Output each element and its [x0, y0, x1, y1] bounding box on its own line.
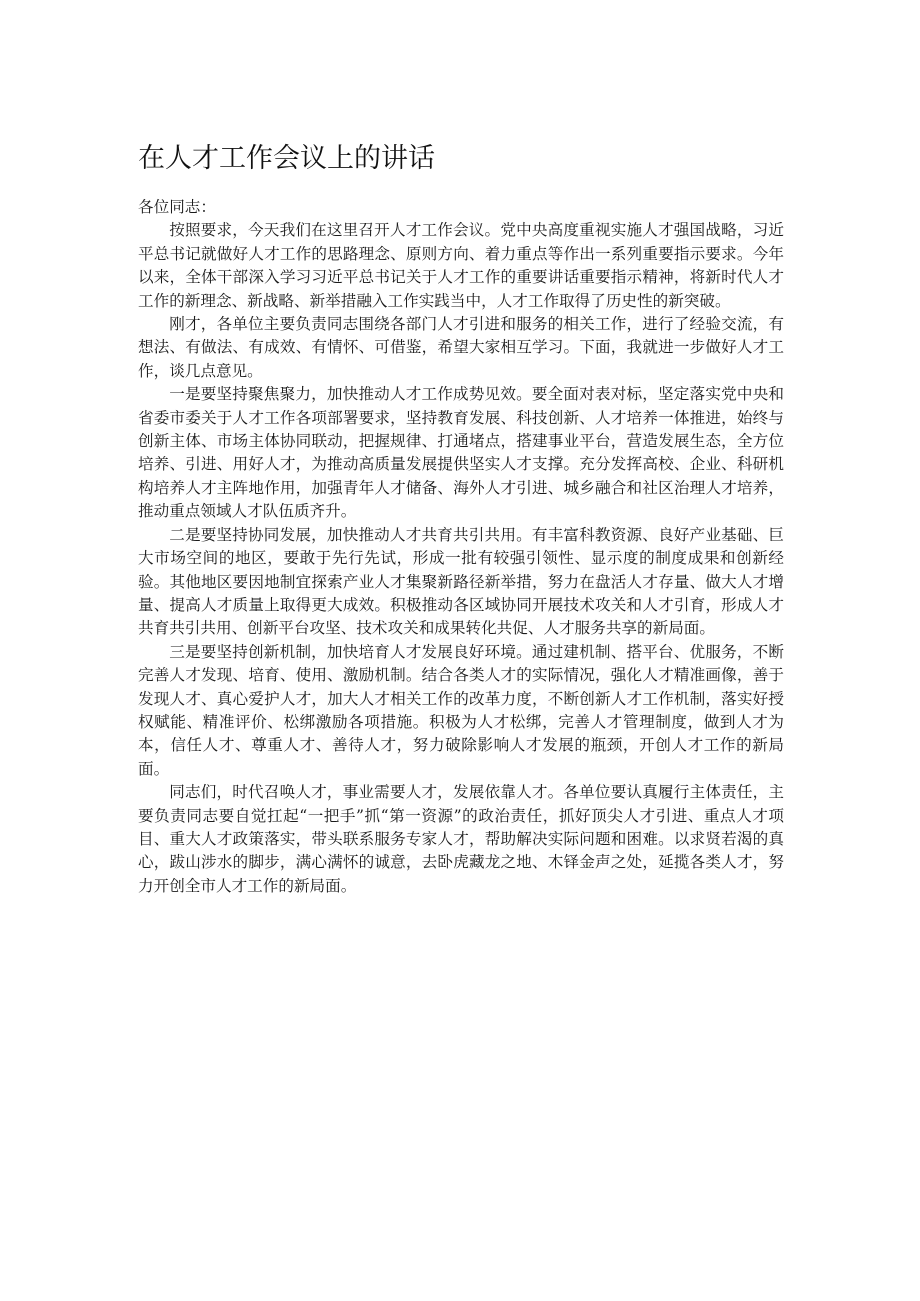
paragraph-exchange: 刚才，各单位主要负责同志围绕各部门人才引进和服务的相关工作，进行了经验交流，有想法、有做法、有成效、有情怀、可借鉴，希望大家相互学习。下面，我就进一步做好人才工作，谈几点意见。 [138, 315, 784, 380]
salutation: 各位同志： [138, 198, 216, 216]
paragraph-point-one: 一是要坚持聚焦聚力，加快推动人才工作成势见效。要全面对表对标，坚定落实党中央和省委市委关于人才工作各项部署要求，坚持教育发展、科技创新、人才培养一体推进，始终与创新主体、市场主体协同联动，把握规律、打通堵点，搭建事业平台，营造发展生态，全方位培养、引进、用好人才，为推动高质量发展提供坚实人才支撑。充分发挥高校、企业、科研机构培养人才主阵地作用，加强青年人才储备、海外人才引进、城乡融合和社区治理人才培养，推动重点领域人才队伍质齐升。 [138, 385, 784, 521]
paragraph-intro: 按照要求，今天我们在这里召开人才工作会议。党中央高度重视实施人才强国战略，习近平总书记就做好人才工作的思路理念、原则方向、着力重点等作出一系列重要指示要求。今年以来，全体干部深入学习习近平总书记关于人才工作的重要讲话重要指示精神，将新时代人才工作的新理念、新战略、新举措融入工作实践当中，人才工作取得了历史性的新突破。 [138, 221, 784, 310]
paragraph-point-two: 二是要坚持协同发展，加快推动人才共育共引共用。有丰富科教资源、良好产业基础、巨大市场空间的地区，要敢于先行先试，形成一批有较强引领性、显示度的制度成果和创新经验。其他地区要因地制宜探索产业人才集聚新路径新举措，努力在盘活人才存量、做大人才增量、提高人才质量上取得更大成效。积极推动各区域协同开展技术攻关和人才引育，形成人才共育共引共用、创新平台攻坚、技术攻关和成果转化共促、人才服务共享的新局面。 [138, 525, 784, 638]
document-page [138, 140, 784, 898]
paragraph-closing: 同志们，时代召唤人才，事业需要人才，发展依靠人才。各单位要认真履行主体责任，主要负责同志要自觉扛起“一把手”抓“第一资源”的政治责任，抓好顶尖人才引进、重点人才项目、重大人才政策落实，带头联系服务专家人才，帮助解决实际问题和困难。以求贤若渴的真心，跋山涉水的脚步，满心满怀的诚意，去卧虎藏龙之地、木铎金声之处，延揽各类人才，努力开创全市人才工作的新局面。 [138, 783, 784, 895]
paragraph-point-three: 三是要坚持创新机制，加快培育人才发展良好环境。通过建机制、搭平台、优服务，不断完善人才发现、培育、使用、激励机制。结合各类人才的实际情况，强化人才精准画像，善于发现人才、真心爱护人才，加大人才相关工作的改革力度，不断创新人才工作机制，落实好授权赋能、精准评价、松绑激励各项措施。积极为人才松绑，完善人才管理制度，做到人才为本，信任人才、尊重人才、善待人才，努力破除影响人才发展的瓶颈，开创人才工作的新局面。 [138, 642, 784, 778]
document-title: 在人才工作会议上的讲话 [138, 143, 435, 174]
